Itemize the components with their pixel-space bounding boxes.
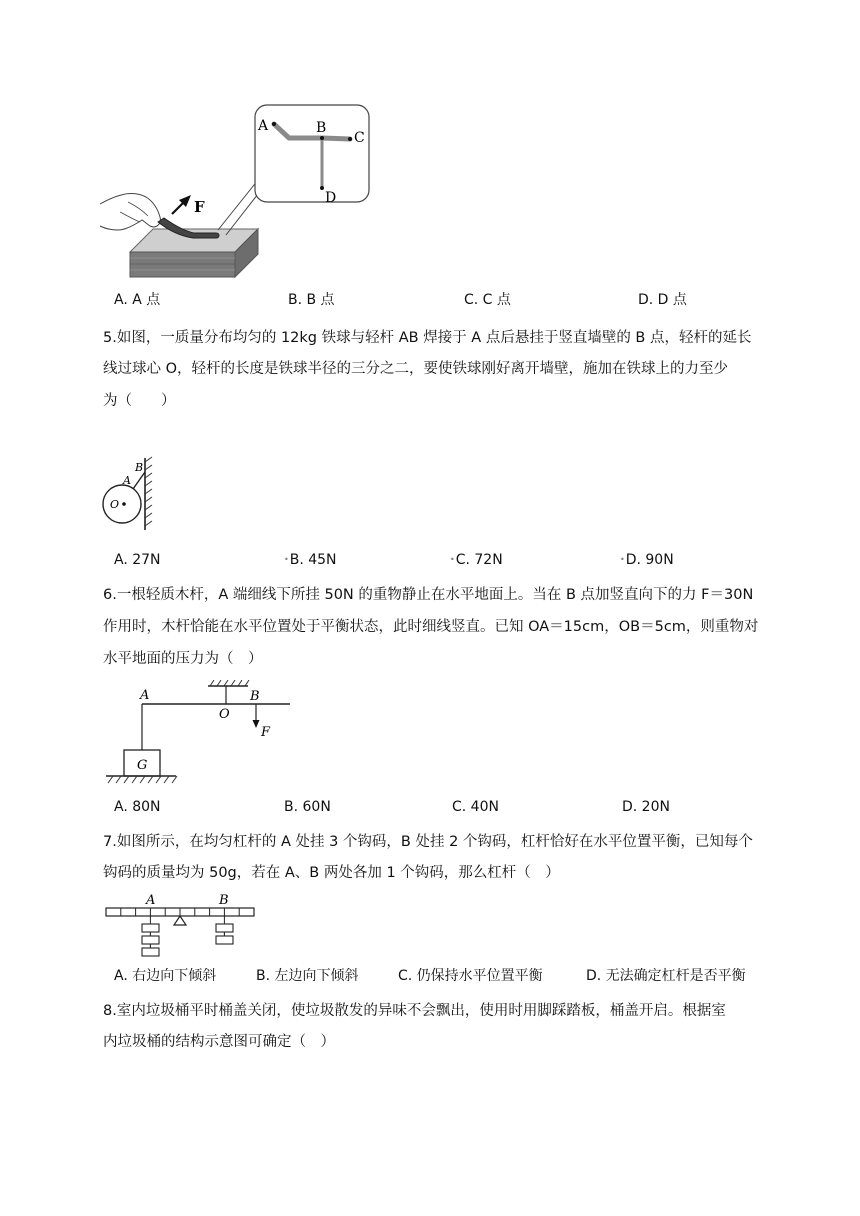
q4-label-c: C: [354, 130, 365, 146]
q5-text-line-1: 5.如图，一质量分布均匀的 12kg 铁球与轻杆 AB 焊接于 A 点后悬挂于竖直墙壁的 B 点，轻杆的延长: [103, 330, 752, 346]
q5-label-a: A: [123, 474, 131, 487]
q6-option-a[interactable]: A. 80N: [114, 799, 161, 815]
q5-label-b: B: [135, 461, 144, 474]
q6-option-c[interactable]: C. 40N: [452, 799, 499, 815]
q5-option-b[interactable]: •B. 45N: [284, 552, 337, 568]
q5-label-o: O: [110, 498, 120, 511]
q5-rod: [133, 472, 145, 489]
q4-option-b[interactable]: B. B 点: [288, 292, 335, 308]
q7-figure: [104, 890, 258, 960]
q6-option-b[interactable]: B. 60N: [284, 799, 331, 815]
q7-text-line-2: 钩码的质量均为 50g，若在 A、B 两处各加 1 个钩码，那么杠杆（ ）: [103, 865, 560, 881]
q6-option-d[interactable]: D. 20N: [622, 799, 670, 815]
q6-text-line-2: 作用时，木杆恰能在水平位置处于平衡状态，此时细线竖直。已知 OA＝15cm，OB＝5cm，则重物对: [103, 619, 759, 635]
q4-option-d[interactable]: D. D 点: [638, 292, 687, 308]
q6-label-a: A: [140, 688, 150, 703]
q7-text-line-1: 7.如图所示，在均匀杠杆的 A 处挂 3 个钩码，B 处挂 2 个钩码，杠杆恰好在水平位置平衡，已知每个: [103, 834, 753, 850]
q4-label-d: D: [325, 190, 337, 206]
q5-option-d[interactable]: •D. 90N: [620, 552, 674, 568]
q8-text-line-2: 内垃圾桶的结构示意图可确定（ ）: [103, 1034, 335, 1050]
q7-weights-a: [142, 924, 159, 956]
q4-figure: [98, 102, 388, 280]
q7-option-d[interactable]: D. 无法确定杠杆是否平衡: [586, 968, 746, 984]
q7-weights-b: [216, 924, 233, 944]
q6-text-line-3: 水平地面的压力为（ ）: [103, 651, 263, 667]
q4-label-a: A: [258, 118, 269, 134]
q6-text-line-1: 6.一根轻质木杆，A 端细线下所挂 50N 的重物静止在水平地面上。当在 B 点加竖直向下的力 F＝30N: [103, 587, 754, 603]
q6-label-b: B: [250, 689, 260, 704]
q5-option-a[interactable]: A. 27N: [114, 552, 161, 568]
q5-iron-ball: [103, 485, 141, 523]
q6-figure: [100, 680, 294, 786]
q6-label-g: G: [137, 758, 148, 773]
q7-option-a[interactable]: A. 右边向下倾斜: [114, 968, 217, 984]
q5-text-line-3: 为（ ）: [103, 393, 176, 409]
q4-option-c[interactable]: C. C 点: [464, 292, 511, 308]
q7-option-b[interactable]: B. 左边向下倾斜: [256, 968, 359, 984]
q4-zoom-callout: [255, 105, 369, 202]
q6-label-o: O: [219, 707, 230, 722]
q8-text-line-1: 8.室内垃圾桶平时桶盖关闭，使垃圾散发的异味不会飘出，使用时用脚踩踏板，桶盖开启。根据室: [103, 1003, 726, 1019]
q5-text-line-2: 线过球心 O，轻杆的长度是铁球半径的三分之二，要使铁球刚好离开墙壁，施加在铁球上的力至少: [103, 361, 729, 377]
q7-label-b: B: [219, 893, 229, 908]
q4-label-f: F: [194, 198, 205, 216]
q6-label-f: F: [261, 725, 271, 740]
q7-option-c[interactable]: C. 仍保持水平位置平衡: [398, 968, 543, 984]
q5-option-c[interactable]: •C. 72N: [450, 552, 503, 568]
q7-fulcrum: [174, 916, 186, 925]
q7-label-a: A: [146, 893, 156, 908]
q4-option-a[interactable]: A. A 点: [114, 292, 161, 308]
q5-figure: [100, 456, 162, 532]
q4-label-b: B: [316, 120, 327, 136]
q4-hand: [100, 193, 160, 230]
